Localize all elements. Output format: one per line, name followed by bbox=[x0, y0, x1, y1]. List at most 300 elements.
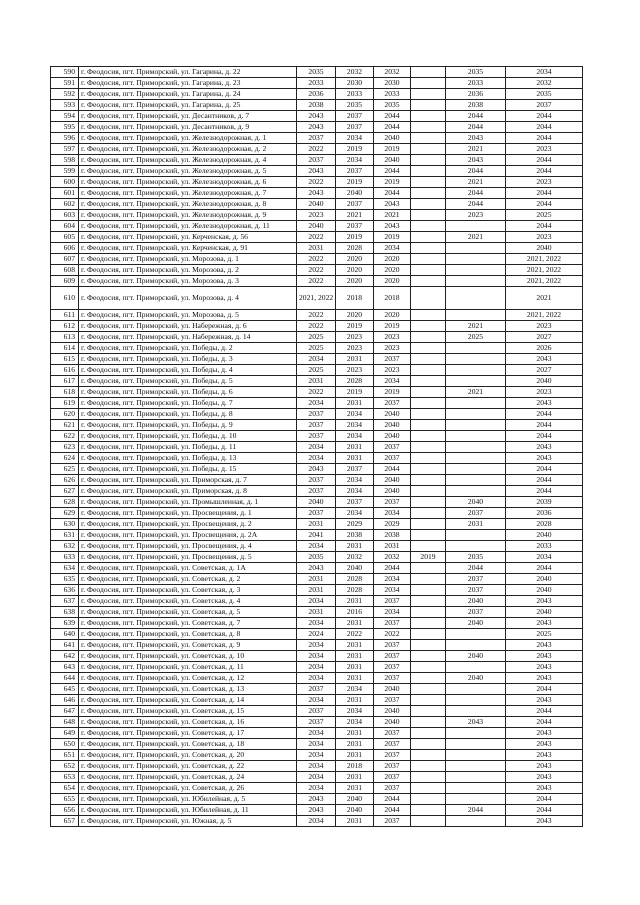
table-row bbox=[51, 67, 583, 78]
year-cell-3: 2043 bbox=[374, 199, 411, 210]
year-cell-5 bbox=[446, 409, 506, 420]
table-row bbox=[51, 188, 583, 199]
year-cell-4 bbox=[411, 287, 446, 310]
year-cell-5: 2044 bbox=[446, 166, 506, 177]
year-cell-1: 2022 bbox=[297, 254, 336, 265]
table-row bbox=[51, 254, 583, 265]
year-cell-3: 2023 bbox=[374, 365, 411, 376]
row-number-cell: 655 bbox=[51, 794, 79, 805]
year-cell-3: 2040 bbox=[374, 409, 411, 420]
year-cell-5: 2021 bbox=[446, 321, 506, 332]
row-number-cell: 596 bbox=[51, 133, 79, 144]
year-cell-6: 2039 bbox=[506, 497, 583, 508]
year-cell-4 bbox=[411, 442, 446, 453]
address-cell: г. Феодосия, пгт. Приморский, ул. Железнодорожная, д. 7 bbox=[79, 188, 297, 199]
row-number-cell: 651 bbox=[51, 750, 79, 761]
table-row bbox=[51, 497, 583, 508]
year-cell-5 bbox=[446, 530, 506, 541]
year-cell-4 bbox=[411, 486, 446, 497]
row-number-cell: 640 bbox=[51, 629, 79, 640]
year-cell-3: 2035 bbox=[374, 100, 411, 111]
year-cell-5: 2025 bbox=[446, 332, 506, 343]
year-cell-2: 2016 bbox=[336, 607, 374, 618]
year-cell-5 bbox=[446, 706, 506, 717]
year-cell-3: 2044 bbox=[374, 111, 411, 122]
year-cell-2: 2031 bbox=[336, 816, 374, 827]
year-cell-4 bbox=[411, 464, 446, 475]
year-cell-4 bbox=[411, 376, 446, 387]
year-cell-4 bbox=[411, 706, 446, 717]
row-number-cell: 657 bbox=[51, 816, 79, 827]
address-cell: г. Феодосия, пгт. Приморский, ул. Морозова, д. 1 bbox=[79, 254, 297, 265]
year-cell-6: 2034 bbox=[506, 67, 583, 78]
year-cell-4 bbox=[411, 684, 446, 695]
year-cell-1: 2034 bbox=[297, 739, 336, 750]
year-cell-3: 2034 bbox=[374, 376, 411, 387]
row-number-cell: 656 bbox=[51, 805, 79, 816]
address-cell: г. Феодосия, пгт. Приморский, ул. Просвещения, д. 1 bbox=[79, 508, 297, 519]
address-cell: г. Феодосия, пгт. Приморский, ул. Гагарина, д. 22 bbox=[79, 67, 297, 78]
year-cell-4 bbox=[411, 695, 446, 706]
table-row bbox=[51, 706, 583, 717]
address-cell: г. Феодосия, пгт. Приморский, ул. Советская, д. 16 bbox=[79, 717, 297, 728]
address-cell: г. Феодосия, пгт. Приморский, ул. Советская, д. 8 bbox=[79, 629, 297, 640]
year-cell-3: 2037 bbox=[374, 662, 411, 673]
row-number-cell: 621 bbox=[51, 420, 79, 431]
year-cell-5 bbox=[446, 431, 506, 442]
table-row bbox=[51, 210, 583, 221]
year-cell-2: 2031 bbox=[336, 783, 374, 794]
year-cell-5 bbox=[446, 398, 506, 409]
year-cell-6: 2043 bbox=[506, 453, 583, 464]
address-cell: г. Феодосия, пгт. Приморский, ул. Победы, д. 2 bbox=[79, 343, 297, 354]
year-cell-6: 2043 bbox=[506, 772, 583, 783]
year-cell-1: 2037 bbox=[297, 508, 336, 519]
year-cell-4 bbox=[411, 816, 446, 827]
year-cell-3: 2020 bbox=[374, 254, 411, 265]
address-cell: г. Феодосия, пгт. Приморский, ул. Советская, д. 24 bbox=[79, 772, 297, 783]
year-cell-1: 2034 bbox=[297, 618, 336, 629]
year-cell-6: 2044 bbox=[506, 431, 583, 442]
year-cell-1: 2034 bbox=[297, 541, 336, 552]
row-number-cell: 594 bbox=[51, 111, 79, 122]
table-row bbox=[51, 155, 583, 166]
year-cell-4 bbox=[411, 596, 446, 607]
address-cell: г. Феодосия, пгт. Приморский, ул. Советская, д. 17 bbox=[79, 728, 297, 739]
year-cell-4 bbox=[411, 265, 446, 276]
table-row bbox=[51, 475, 583, 486]
year-cell-4 bbox=[411, 276, 446, 287]
year-cell-2: 2028 bbox=[336, 376, 374, 387]
address-cell: г. Феодосия, пгт. Приморский, ул. Морозова, д. 2 bbox=[79, 265, 297, 276]
row-number-cell: 639 bbox=[51, 618, 79, 629]
year-cell-6: 2025 bbox=[506, 210, 583, 221]
table-row bbox=[51, 651, 583, 662]
address-cell: г. Феодосия, пгт. Приморский, ул. Южная, д. 5 bbox=[79, 816, 297, 827]
year-cell-6: 2044 bbox=[506, 188, 583, 199]
year-cell-4 bbox=[411, 122, 446, 133]
year-cell-5: 2044 bbox=[446, 199, 506, 210]
table-row bbox=[51, 695, 583, 706]
year-cell-4 bbox=[411, 199, 446, 210]
year-cell-2: 2023 bbox=[336, 365, 374, 376]
year-cell-5: 2040 bbox=[446, 497, 506, 508]
table-row bbox=[51, 365, 583, 376]
year-cell-1: 2033 bbox=[297, 78, 336, 89]
row-number-cell: 616 bbox=[51, 365, 79, 376]
table-row bbox=[51, 816, 583, 827]
year-cell-6: 2043 bbox=[506, 816, 583, 827]
year-cell-5: 2044 bbox=[446, 111, 506, 122]
year-cell-4 bbox=[411, 332, 446, 343]
year-cell-2: 2034 bbox=[336, 486, 374, 497]
year-cell-2: 2031 bbox=[336, 739, 374, 750]
year-cell-2: 2031 bbox=[336, 398, 374, 409]
year-cell-1: 2034 bbox=[297, 695, 336, 706]
year-cell-1: 2035 bbox=[297, 67, 336, 78]
year-cell-6: 2044 bbox=[506, 133, 583, 144]
year-cell-4 bbox=[411, 530, 446, 541]
year-cell-3: 2040 bbox=[374, 420, 411, 431]
row-number-cell: 597 bbox=[51, 144, 79, 155]
year-cell-4 bbox=[411, 354, 446, 365]
year-cell-3: 2037 bbox=[374, 640, 411, 651]
row-number-cell: 641 bbox=[51, 640, 79, 651]
year-cell-4 bbox=[411, 574, 446, 585]
table-row bbox=[51, 761, 583, 772]
year-cell-6: 2044 bbox=[506, 420, 583, 431]
year-cell-2: 2034 bbox=[336, 133, 374, 144]
year-cell-5 bbox=[446, 662, 506, 673]
year-cell-6: 2023 bbox=[506, 177, 583, 188]
year-cell-6: 2040 bbox=[506, 243, 583, 254]
year-cell-3: 2044 bbox=[374, 794, 411, 805]
housing-schedule-table bbox=[50, 66, 583, 827]
year-cell-5: 2023 bbox=[446, 210, 506, 221]
address-cell: г. Феодосия, пгт. Приморский, ул. Советская, д. 1А bbox=[79, 563, 297, 574]
address-cell: г. Феодосия, пгт. Приморский, ул. Советская, д. 2 bbox=[79, 574, 297, 585]
year-cell-6: 2044 bbox=[506, 111, 583, 122]
year-cell-4 bbox=[411, 100, 446, 111]
year-cell-2: 2019 bbox=[336, 177, 374, 188]
year-cell-1: 2034 bbox=[297, 398, 336, 409]
year-cell-5: 2040 bbox=[446, 651, 506, 662]
row-number-cell: 653 bbox=[51, 772, 79, 783]
year-cell-1: 2031 bbox=[297, 519, 336, 530]
table-row bbox=[51, 442, 583, 453]
table-row bbox=[51, 133, 583, 144]
address-cell: г. Феодосия, пгт. Приморский, ул. Советская, д. 10 bbox=[79, 651, 297, 662]
year-cell-3: 2037 bbox=[374, 761, 411, 772]
year-cell-2: 2031 bbox=[336, 662, 374, 673]
year-cell-6: 2028 bbox=[506, 519, 583, 530]
year-cell-2: 2040 bbox=[336, 805, 374, 816]
year-cell-1: 2043 bbox=[297, 111, 336, 122]
year-cell-3: 2040 bbox=[374, 475, 411, 486]
year-cell-3: 2029 bbox=[374, 519, 411, 530]
year-cell-1: 2022 bbox=[297, 387, 336, 398]
row-number-cell: 607 bbox=[51, 254, 79, 265]
row-number-cell: 629 bbox=[51, 508, 79, 519]
row-number-cell: 635 bbox=[51, 574, 79, 585]
year-cell-5: 2021 bbox=[446, 232, 506, 243]
row-number-cell: 627 bbox=[51, 486, 79, 497]
year-cell-6: 2043 bbox=[506, 596, 583, 607]
year-cell-6: 2043 bbox=[506, 398, 583, 409]
year-cell-2: 2037 bbox=[336, 497, 374, 508]
address-cell: г. Феодосия, пгт. Приморский, ул. Победы, д. 6 bbox=[79, 387, 297, 398]
year-cell-6: 2044 bbox=[506, 155, 583, 166]
table-row bbox=[51, 144, 583, 155]
year-cell-5 bbox=[446, 772, 506, 783]
year-cell-5: 2037 bbox=[446, 574, 506, 585]
year-cell-1: 2034 bbox=[297, 783, 336, 794]
year-cell-4 bbox=[411, 607, 446, 618]
table-row bbox=[51, 684, 583, 695]
year-cell-2: 2032 bbox=[336, 552, 374, 563]
year-cell-4 bbox=[411, 310, 446, 321]
address-cell: г. Феодосия, пгт. Приморский, ул. Победы, д. 7 bbox=[79, 398, 297, 409]
year-cell-4 bbox=[411, 585, 446, 596]
year-cell-5 bbox=[446, 640, 506, 651]
year-cell-3: 2040 bbox=[374, 706, 411, 717]
year-cell-2: 2020 bbox=[336, 265, 374, 276]
year-cell-6: 2043 bbox=[506, 354, 583, 365]
year-cell-3: 2023 bbox=[374, 343, 411, 354]
year-cell-2: 2034 bbox=[336, 508, 374, 519]
year-cell-3: 2020 bbox=[374, 276, 411, 287]
row-number-cell: 605 bbox=[51, 232, 79, 243]
year-cell-5 bbox=[446, 816, 506, 827]
year-cell-5: 2033 bbox=[446, 78, 506, 89]
year-cell-2: 2037 bbox=[336, 221, 374, 232]
year-cell-2: 2034 bbox=[336, 420, 374, 431]
year-cell-4 bbox=[411, 772, 446, 783]
address-cell: г. Феодосия, пгт. Приморский, ул. Победы, д. 5 bbox=[79, 376, 297, 387]
table-row bbox=[51, 387, 583, 398]
year-cell-3: 2022 bbox=[374, 629, 411, 640]
year-cell-4 bbox=[411, 144, 446, 155]
year-cell-4 bbox=[411, 111, 446, 122]
row-number-cell: 636 bbox=[51, 585, 79, 596]
row-number-cell: 650 bbox=[51, 739, 79, 750]
row-number-cell: 604 bbox=[51, 221, 79, 232]
address-cell: г. Феодосия, пгт. Приморский, ул. Просвещения, д. 2А bbox=[79, 530, 297, 541]
year-cell-1: 2037 bbox=[297, 684, 336, 695]
year-cell-6: 2034 bbox=[506, 552, 583, 563]
table-row bbox=[51, 717, 583, 728]
table-row bbox=[51, 221, 583, 232]
year-cell-5 bbox=[446, 254, 506, 265]
table-row bbox=[51, 508, 583, 519]
year-cell-4: 2019 bbox=[411, 552, 446, 563]
year-cell-5: 2031 bbox=[446, 519, 506, 530]
row-number-cell: 598 bbox=[51, 155, 79, 166]
year-cell-6: 2023 bbox=[506, 321, 583, 332]
year-cell-2: 2031 bbox=[336, 728, 374, 739]
year-cell-4 bbox=[411, 177, 446, 188]
year-cell-1: 2022 bbox=[297, 144, 336, 155]
year-cell-6: 2023 bbox=[506, 232, 583, 243]
year-cell-6: 2044 bbox=[506, 717, 583, 728]
year-cell-4 bbox=[411, 431, 446, 442]
year-cell-6: 2043 bbox=[506, 651, 583, 662]
year-cell-3: 2034 bbox=[374, 574, 411, 585]
year-cell-1: 2037 bbox=[297, 420, 336, 431]
document-page bbox=[50, 66, 582, 827]
row-number-cell: 633 bbox=[51, 552, 79, 563]
year-cell-4 bbox=[411, 453, 446, 464]
table-row bbox=[51, 122, 583, 133]
year-cell-5 bbox=[446, 354, 506, 365]
year-cell-1: 2043 bbox=[297, 805, 336, 816]
year-cell-3: 2044 bbox=[374, 805, 411, 816]
table-row bbox=[51, 420, 583, 431]
address-cell: г. Феодосия, пгт. Приморский, ул. Советская, д. 22 bbox=[79, 761, 297, 772]
address-cell: г. Феодосия, пгт. Приморский, ул. Победы, д. 9 bbox=[79, 420, 297, 431]
year-cell-2: 2020 bbox=[336, 276, 374, 287]
year-cell-4 bbox=[411, 673, 446, 684]
row-number-cell: 647 bbox=[51, 706, 79, 717]
year-cell-3: 2037 bbox=[374, 651, 411, 662]
year-cell-2: 2037 bbox=[336, 199, 374, 210]
table-row bbox=[51, 409, 583, 420]
year-cell-3: 2044 bbox=[374, 122, 411, 133]
year-cell-5 bbox=[446, 684, 506, 695]
table-row bbox=[51, 199, 583, 210]
year-cell-4 bbox=[411, 783, 446, 794]
table-row bbox=[51, 398, 583, 409]
year-cell-1: 2037 bbox=[297, 717, 336, 728]
year-cell-4 bbox=[411, 717, 446, 728]
year-cell-3: 2020 bbox=[374, 265, 411, 276]
year-cell-5: 2044 bbox=[446, 805, 506, 816]
year-cell-1: 2037 bbox=[297, 706, 336, 717]
year-cell-2: 2028 bbox=[336, 243, 374, 254]
year-cell-5: 2021 bbox=[446, 177, 506, 188]
year-cell-3: 2044 bbox=[374, 188, 411, 199]
address-cell: г. Феодосия, пгт. Приморский, ул. Гагарина, д. 24 bbox=[79, 89, 297, 100]
table-row bbox=[51, 750, 583, 761]
year-cell-6: 2044 bbox=[506, 475, 583, 486]
year-cell-6: 2021, 2022 bbox=[506, 265, 583, 276]
table-row bbox=[51, 783, 583, 794]
address-cell: г. Феодосия, пгт. Приморский, ул. Морозова, д. 5 bbox=[79, 310, 297, 321]
address-cell: г. Феодосия, пгт. Приморский, ул. Морозова, д. 3 bbox=[79, 276, 297, 287]
year-cell-2: 2034 bbox=[336, 409, 374, 420]
year-cell-1: 2034 bbox=[297, 772, 336, 783]
year-cell-1: 2040 bbox=[297, 199, 336, 210]
year-cell-5 bbox=[446, 761, 506, 772]
row-number-cell: 634 bbox=[51, 563, 79, 574]
table-row bbox=[51, 530, 583, 541]
address-cell: г. Феодосия, пгт. Приморский, ул. Победы, д. 4 bbox=[79, 365, 297, 376]
year-cell-6: 2043 bbox=[506, 695, 583, 706]
address-cell: г. Феодосия, пгт. Приморский, ул. Юбилейная, д. 5 bbox=[79, 794, 297, 805]
year-cell-5 bbox=[446, 310, 506, 321]
year-cell-3: 2044 bbox=[374, 563, 411, 574]
row-number-cell: 608 bbox=[51, 265, 79, 276]
year-cell-5: 2044 bbox=[446, 188, 506, 199]
address-cell: г. Феодосия, пгт. Приморский, ул. Железнодорожная, д. 1 bbox=[79, 133, 297, 144]
year-cell-3: 2031 bbox=[374, 541, 411, 552]
year-cell-4 bbox=[411, 78, 446, 89]
year-cell-4 bbox=[411, 497, 446, 508]
year-cell-6: 2021, 2022 bbox=[506, 276, 583, 287]
year-cell-1: 2022 bbox=[297, 276, 336, 287]
row-number-cell: 638 bbox=[51, 607, 79, 618]
year-cell-6: 2043 bbox=[506, 783, 583, 794]
year-cell-5 bbox=[446, 464, 506, 475]
row-number-cell: 643 bbox=[51, 662, 79, 673]
year-cell-3: 2037 bbox=[374, 453, 411, 464]
year-cell-6: 2026 bbox=[506, 343, 583, 354]
year-cell-2: 2023 bbox=[336, 332, 374, 343]
year-cell-5: 2037 bbox=[446, 508, 506, 519]
year-cell-1: 2043 bbox=[297, 464, 336, 475]
year-cell-4 bbox=[411, 210, 446, 221]
row-number-cell: 592 bbox=[51, 89, 79, 100]
year-cell-5 bbox=[446, 453, 506, 464]
year-cell-5: 2043 bbox=[446, 155, 506, 166]
table-row bbox=[51, 585, 583, 596]
year-cell-5: 2043 bbox=[446, 133, 506, 144]
table-row bbox=[51, 607, 583, 618]
year-cell-6: 2040 bbox=[506, 376, 583, 387]
year-cell-5 bbox=[446, 794, 506, 805]
year-cell-1: 2038 bbox=[297, 100, 336, 111]
year-cell-2: 2031 bbox=[336, 618, 374, 629]
year-cell-1: 2034 bbox=[297, 750, 336, 761]
table-row bbox=[51, 78, 583, 89]
year-cell-3: 2033 bbox=[374, 89, 411, 100]
year-cell-1: 2043 bbox=[297, 563, 336, 574]
year-cell-3: 2020 bbox=[374, 310, 411, 321]
year-cell-6: 2044 bbox=[506, 122, 583, 133]
row-number-cell: 628 bbox=[51, 497, 79, 508]
year-cell-3: 2037 bbox=[374, 750, 411, 761]
year-cell-1: 2037 bbox=[297, 155, 336, 166]
year-cell-3: 2037 bbox=[374, 816, 411, 827]
table-row bbox=[51, 177, 583, 188]
year-cell-3: 2040 bbox=[374, 684, 411, 695]
table-row bbox=[51, 519, 583, 530]
year-cell-3: 2043 bbox=[374, 221, 411, 232]
year-cell-4 bbox=[411, 662, 446, 673]
year-cell-2: 2018 bbox=[336, 761, 374, 772]
address-cell: г. Феодосия, пгт. Приморский, ул. Железнодорожная, д. 6 bbox=[79, 177, 297, 188]
table-row bbox=[51, 563, 583, 574]
year-cell-2: 2037 bbox=[336, 122, 374, 133]
table-row bbox=[51, 464, 583, 475]
row-number-cell: 590 bbox=[51, 67, 79, 78]
year-cell-6: 2044 bbox=[506, 486, 583, 497]
year-cell-2: 2029 bbox=[336, 519, 374, 530]
address-cell: г. Феодосия, пгт. Приморский, ул. Просвещения, д. 5 bbox=[79, 552, 297, 563]
year-cell-6: 2043 bbox=[506, 618, 583, 629]
year-cell-5 bbox=[446, 442, 506, 453]
year-cell-2: 2019 bbox=[336, 232, 374, 243]
year-cell-1: 2037 bbox=[297, 409, 336, 420]
year-cell-3: 2037 bbox=[374, 596, 411, 607]
year-cell-1: 2031 bbox=[297, 243, 336, 254]
year-cell-3: 2023 bbox=[374, 332, 411, 343]
table-row bbox=[51, 321, 583, 332]
year-cell-6: 2044 bbox=[506, 706, 583, 717]
year-cell-1: 2037 bbox=[297, 431, 336, 442]
year-cell-1: 2037 bbox=[297, 486, 336, 497]
year-cell-4 bbox=[411, 805, 446, 816]
